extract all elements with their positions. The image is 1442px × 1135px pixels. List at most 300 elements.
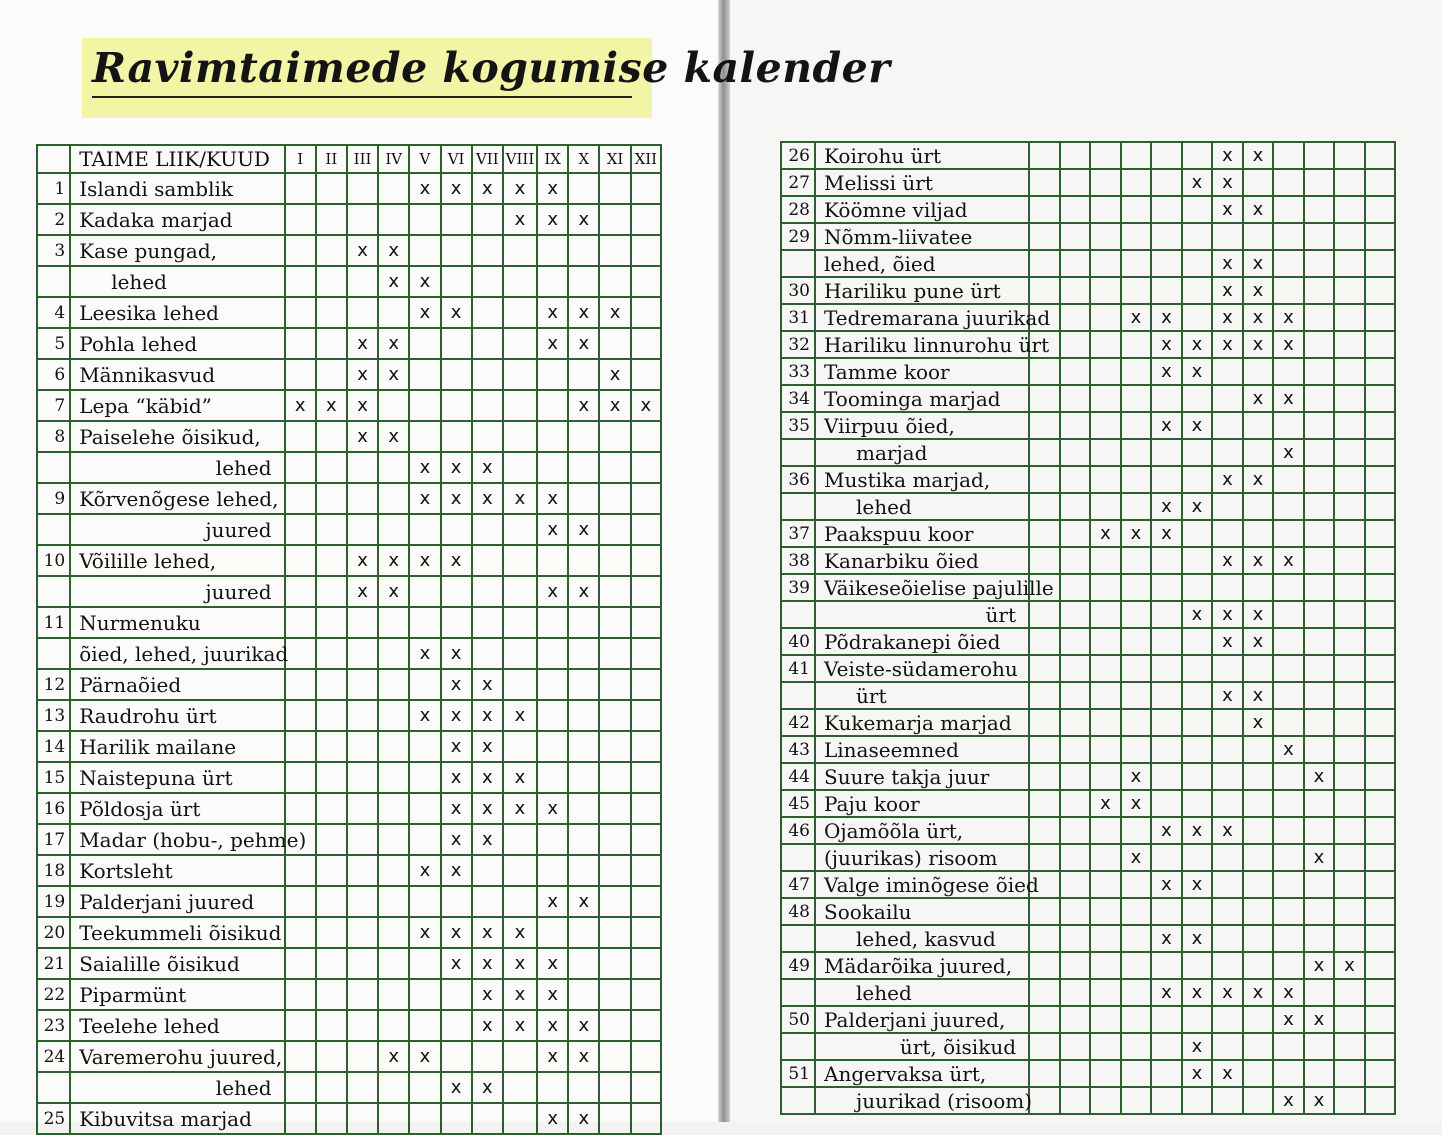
month-cell — [285, 576, 316, 607]
row-number: 20 — [37, 917, 70, 948]
collection-mark: x — [1182, 1060, 1212, 1087]
collection-mark: x — [1273, 1006, 1304, 1033]
table-row — [781, 223, 1395, 250]
month-cell — [472, 855, 503, 886]
month-cell — [285, 452, 316, 483]
month-cell — [1334, 871, 1365, 898]
month-cell — [1365, 574, 1395, 601]
month-cell — [1243, 655, 1273, 682]
month-cell — [568, 762, 599, 793]
month-cell — [1151, 250, 1182, 277]
month-cell — [1334, 628, 1365, 655]
month-cell — [347, 1072, 378, 1103]
collection-mark: x — [409, 266, 440, 297]
header-number-cell — [37, 145, 70, 173]
collection-mark: x — [599, 359, 630, 390]
month-cell — [503, 266, 537, 297]
month-cell — [568, 452, 599, 483]
month-cell — [1121, 628, 1151, 655]
row-number — [37, 638, 70, 669]
row-number: 40 — [781, 628, 815, 655]
plant-name: Hariliku pune ürt — [815, 277, 1029, 304]
month-cell — [537, 545, 568, 576]
table-row — [37, 607, 661, 638]
month-cell — [1243, 358, 1273, 385]
plant-name: Köömne viljad — [815, 196, 1029, 223]
collection-mark: x — [378, 328, 409, 359]
month-cell — [472, 886, 503, 917]
month-cell — [1182, 196, 1212, 223]
table-row — [781, 979, 1395, 1006]
collection-mark: x — [1212, 682, 1243, 709]
collection-mark: x — [409, 1041, 440, 1072]
month-cell — [285, 297, 316, 328]
month-cell — [1304, 250, 1334, 277]
plant-name: Melissi ürt — [815, 169, 1029, 196]
row-number: 46 — [781, 817, 815, 844]
header-month-III: III — [347, 145, 378, 173]
month-cell — [409, 359, 440, 390]
month-cell — [316, 514, 347, 545]
month-cell — [1212, 1087, 1243, 1114]
month-cell — [1060, 520, 1090, 547]
month-cell — [537, 359, 568, 390]
month-cell — [316, 1041, 347, 1072]
collection-mark: x — [1151, 358, 1182, 385]
plant-name: õied, lehed, juurikad — [70, 638, 284, 669]
header-month-VIII: VIII — [503, 145, 537, 173]
table-row — [781, 439, 1395, 466]
collection-mark: x — [347, 545, 378, 576]
month-cell — [1029, 277, 1060, 304]
collection-mark: x — [409, 173, 440, 204]
month-cell — [472, 1103, 503, 1134]
month-cell — [1090, 628, 1121, 655]
month-cell — [378, 855, 409, 886]
table-row — [37, 576, 661, 607]
table-row — [37, 266, 661, 297]
collection-mark: x — [378, 545, 409, 576]
month-cell — [1334, 574, 1365, 601]
collection-mark: x — [1243, 142, 1273, 169]
month-cell — [599, 855, 630, 886]
month-cell — [316, 607, 347, 638]
month-cell — [1243, 412, 1273, 439]
month-cell — [631, 824, 661, 855]
collection-mark: x — [1304, 952, 1334, 979]
month-cell — [347, 1041, 378, 1072]
row-number — [781, 844, 815, 871]
month-cell — [1212, 763, 1243, 790]
table-row — [37, 173, 661, 204]
collection-mark: x — [472, 948, 503, 979]
row-number — [37, 1072, 70, 1103]
month-cell — [1212, 844, 1243, 871]
month-cell — [1273, 601, 1304, 628]
month-cell — [631, 452, 661, 483]
month-cell — [1365, 979, 1395, 1006]
collection-mark: x — [441, 948, 472, 979]
collection-mark: x — [409, 700, 440, 731]
collection-mark: x — [441, 917, 472, 948]
month-cell — [1365, 952, 1395, 979]
month-cell — [1182, 790, 1212, 817]
collection-mark: x — [1273, 439, 1304, 466]
month-cell — [1243, 763, 1273, 790]
table-row — [781, 682, 1395, 709]
month-cell — [1029, 196, 1060, 223]
month-cell — [1060, 1087, 1090, 1114]
month-cell — [599, 979, 630, 1010]
month-cell — [1151, 1006, 1182, 1033]
month-cell — [1060, 817, 1090, 844]
month-cell — [285, 204, 316, 235]
month-cell — [503, 1072, 537, 1103]
month-cell — [1304, 439, 1334, 466]
month-cell — [568, 824, 599, 855]
month-cell — [1029, 979, 1060, 1006]
month-cell — [503, 669, 537, 700]
month-cell — [378, 700, 409, 731]
collection-mark: x — [1273, 304, 1304, 331]
month-cell — [1121, 385, 1151, 412]
collection-mark: x — [441, 638, 472, 669]
month-cell — [347, 793, 378, 824]
month-cell — [347, 700, 378, 731]
month-cell — [1334, 277, 1365, 304]
row-number — [781, 601, 815, 628]
month-cell — [1212, 439, 1243, 466]
month-cell — [409, 731, 440, 762]
table-row — [781, 898, 1395, 925]
month-cell — [1273, 628, 1304, 655]
collection-mark: x — [1182, 871, 1212, 898]
month-cell — [568, 917, 599, 948]
collection-mark: x — [409, 297, 440, 328]
month-cell — [285, 1072, 316, 1103]
month-cell — [1151, 628, 1182, 655]
month-cell — [503, 235, 537, 266]
plant-name: Tedremarana juurikad — [815, 304, 1029, 331]
collection-mark: x — [441, 762, 472, 793]
collection-mark: x — [1304, 1006, 1334, 1033]
table-row — [37, 328, 661, 359]
table-row — [37, 762, 661, 793]
month-cell — [1090, 142, 1121, 169]
month-cell — [1029, 142, 1060, 169]
month-cell — [1060, 898, 1090, 925]
row-number: 43 — [781, 736, 815, 763]
month-cell — [1060, 358, 1090, 385]
table-row — [37, 514, 661, 545]
collection-mark: x — [409, 917, 440, 948]
month-cell — [1304, 304, 1334, 331]
plant-name: Kanarbiku õied — [815, 547, 1029, 574]
month-cell — [537, 669, 568, 700]
month-cell — [1090, 385, 1121, 412]
month-cell — [441, 421, 472, 452]
row-number — [37, 452, 70, 483]
month-cell — [631, 979, 661, 1010]
month-cell — [1182, 709, 1212, 736]
month-cell — [1121, 979, 1151, 1006]
plant-name: juurikad (risoom) — [815, 1087, 1029, 1114]
collection-mark: x — [1212, 601, 1243, 628]
month-cell — [409, 793, 440, 824]
month-cell — [1212, 655, 1243, 682]
month-cell — [1060, 979, 1090, 1006]
month-cell — [378, 514, 409, 545]
collection-mark: x — [441, 793, 472, 824]
month-cell — [316, 917, 347, 948]
table-row — [781, 925, 1395, 952]
table-body-left — [37, 173, 661, 1134]
month-cell — [1273, 682, 1304, 709]
collection-mark: x — [599, 297, 630, 328]
month-cell — [631, 731, 661, 762]
table-row — [37, 979, 661, 1010]
month-cell — [631, 576, 661, 607]
plant-name: Sookailu — [815, 898, 1029, 925]
collection-mark: x — [1243, 547, 1273, 574]
plant-name: Pohla lehed — [70, 328, 284, 359]
month-cell — [568, 855, 599, 886]
table-row — [37, 948, 661, 979]
row-number: 44 — [781, 763, 815, 790]
month-cell — [1365, 493, 1395, 520]
row-number: 2 — [37, 204, 70, 235]
collection-mark: x — [1151, 331, 1182, 358]
table-row — [781, 1006, 1395, 1033]
month-cell — [503, 359, 537, 390]
month-cell — [1182, 898, 1212, 925]
month-cell — [503, 452, 537, 483]
table-row — [781, 709, 1395, 736]
month-cell — [285, 607, 316, 638]
month-cell — [1090, 1060, 1121, 1087]
collection-mark: x — [1121, 763, 1151, 790]
month-cell — [1029, 628, 1060, 655]
month-cell — [1060, 1033, 1090, 1060]
collection-mark: x — [1212, 142, 1243, 169]
month-cell — [1273, 925, 1304, 952]
table-row — [781, 547, 1395, 574]
month-cell — [599, 762, 630, 793]
collection-mark: x — [503, 173, 537, 204]
collection-mark: x — [1243, 385, 1273, 412]
month-cell — [1060, 439, 1090, 466]
month-cell — [1121, 466, 1151, 493]
month-cell — [1365, 1033, 1395, 1060]
month-cell — [1365, 709, 1395, 736]
month-cell — [1212, 898, 1243, 925]
month-cell — [378, 979, 409, 1010]
month-cell — [1212, 1006, 1243, 1033]
collection-mark: x — [1121, 844, 1151, 871]
month-cell — [409, 514, 440, 545]
month-cell — [1365, 331, 1395, 358]
table-row — [781, 817, 1395, 844]
month-cell — [285, 700, 316, 731]
table-row — [781, 493, 1395, 520]
table-row — [37, 1072, 661, 1103]
month-cell — [1334, 169, 1365, 196]
month-cell — [1273, 493, 1304, 520]
month-cell — [631, 173, 661, 204]
month-cell — [1273, 358, 1304, 385]
month-cell — [347, 669, 378, 700]
collection-mark: x — [1182, 358, 1212, 385]
row-number: 17 — [37, 824, 70, 855]
plant-name: Paakspuu koor — [815, 520, 1029, 547]
month-cell — [378, 917, 409, 948]
collection-mark: x — [1151, 817, 1182, 844]
table-row — [781, 844, 1395, 871]
row-number — [781, 250, 815, 277]
collection-mark: x — [537, 1103, 568, 1134]
plant-name: Mädarõika juured, — [815, 952, 1029, 979]
month-cell — [631, 793, 661, 824]
month-cell — [1212, 493, 1243, 520]
table-row — [37, 700, 661, 731]
month-cell — [631, 700, 661, 731]
month-cell — [631, 421, 661, 452]
month-cell — [1212, 412, 1243, 439]
month-cell — [1273, 142, 1304, 169]
month-cell — [1273, 520, 1304, 547]
month-cell — [1334, 655, 1365, 682]
month-cell — [503, 328, 537, 359]
month-cell — [1151, 385, 1182, 412]
month-cell — [1304, 196, 1334, 223]
month-cell — [1029, 952, 1060, 979]
title-underline — [92, 96, 632, 98]
collection-mark: x — [378, 421, 409, 452]
month-cell — [1304, 817, 1334, 844]
month-cell — [1029, 1033, 1060, 1060]
plant-name: Leesika lehed — [70, 297, 284, 328]
month-cell — [1334, 439, 1365, 466]
month-cell — [1151, 952, 1182, 979]
collection-mark: x — [503, 762, 537, 793]
month-cell — [1151, 736, 1182, 763]
month-cell — [599, 824, 630, 855]
plant-name: Männikasvud — [70, 359, 284, 390]
month-cell — [1365, 358, 1395, 385]
collection-mark: x — [537, 886, 568, 917]
month-cell — [347, 483, 378, 514]
collection-mark: x — [1273, 736, 1304, 763]
month-cell — [1304, 628, 1334, 655]
month-cell — [1090, 709, 1121, 736]
month-cell — [1029, 223, 1060, 250]
month-cell — [1273, 844, 1304, 871]
collection-mark: x — [1151, 871, 1182, 898]
month-cell — [1304, 412, 1334, 439]
plant-name: Naistepuna ürt — [70, 762, 284, 793]
month-cell — [1029, 358, 1060, 385]
month-cell — [1182, 1087, 1212, 1114]
collection-mark: x — [1273, 979, 1304, 1006]
month-cell — [378, 731, 409, 762]
month-cell — [1212, 385, 1243, 412]
month-cell — [1151, 655, 1182, 682]
table-row — [37, 483, 661, 514]
page-title: Ravimtaimede kogumise kalender — [92, 44, 891, 92]
plant-name: Teelehe lehed — [70, 1010, 284, 1041]
month-cell — [441, 204, 472, 235]
collection-mark: x — [1151, 925, 1182, 952]
month-cell — [599, 948, 630, 979]
month-cell — [1334, 547, 1365, 574]
collection-mark: x — [537, 948, 568, 979]
month-cell — [599, 886, 630, 917]
row-number: 19 — [37, 886, 70, 917]
month-cell — [503, 855, 537, 886]
table-row — [781, 412, 1395, 439]
row-number: 12 — [37, 669, 70, 700]
plant-name: Lepa “käbid” — [70, 390, 284, 421]
row-number: 50 — [781, 1006, 815, 1033]
month-cell — [1365, 1006, 1395, 1033]
month-cell — [409, 762, 440, 793]
plant-name: ürt, õisikud — [815, 1033, 1029, 1060]
month-cell — [1365, 871, 1395, 898]
month-cell — [1273, 898, 1304, 925]
month-cell — [378, 762, 409, 793]
plant-name: Kukemarja marjad — [815, 709, 1029, 736]
table-row — [781, 763, 1395, 790]
row-number: 38 — [781, 547, 815, 574]
month-cell — [631, 638, 661, 669]
collection-mark: x — [1151, 979, 1182, 1006]
row-number: 22 — [37, 979, 70, 1010]
row-number: 47 — [781, 871, 815, 898]
month-cell — [441, 1041, 472, 1072]
collection-mark: x — [568, 886, 599, 917]
collection-mark: x — [568, 328, 599, 359]
table-row — [37, 452, 661, 483]
collection-mark: x — [472, 452, 503, 483]
month-cell — [378, 1103, 409, 1134]
month-cell — [1334, 1060, 1365, 1087]
collection-mark: x — [537, 204, 568, 235]
month-cell — [347, 1103, 378, 1134]
month-cell — [1334, 817, 1365, 844]
month-cell — [472, 607, 503, 638]
month-cell — [1060, 736, 1090, 763]
plant-name: Kadaka marjad — [70, 204, 284, 235]
month-cell — [378, 886, 409, 917]
month-cell — [347, 204, 378, 235]
row-number — [781, 925, 815, 952]
collection-mark: x — [472, 1072, 503, 1103]
collection-mark: x — [441, 297, 472, 328]
plant-name: Viirpuu õied, — [815, 412, 1029, 439]
month-cell — [441, 359, 472, 390]
collection-mark: x — [472, 731, 503, 762]
row-number: 10 — [37, 545, 70, 576]
month-cell — [631, 297, 661, 328]
month-cell — [631, 266, 661, 297]
month-cell — [1365, 439, 1395, 466]
month-cell — [1151, 277, 1182, 304]
month-cell — [316, 793, 347, 824]
collection-mark: x — [631, 390, 661, 421]
collection-mark: x — [347, 359, 378, 390]
month-cell — [285, 266, 316, 297]
collection-mark: x — [1243, 331, 1273, 358]
